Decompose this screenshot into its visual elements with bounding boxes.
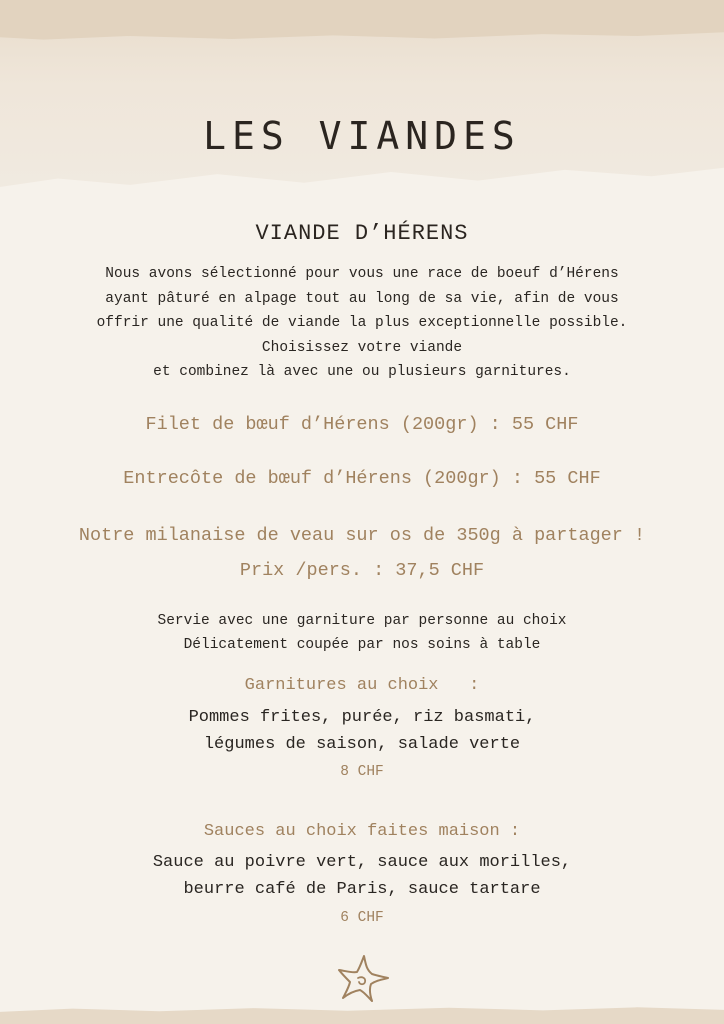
sauces-title: Sauces au choix faites maison : (203, 822, 521, 841)
note-line: Servie avec une garniture par personne au choix (157, 613, 567, 629)
menu-item-filet: Filet de bœuf d’Hérens (200gr) : 55 CHF (145, 414, 579, 435)
sauce-line: beurre café de Paris, sauce tartare (183, 880, 541, 899)
intro-line: offrir une qualité de viande la plus exceptionnelle possible. (96, 315, 628, 331)
garnitures-price: 8 CHF (340, 764, 384, 780)
section-intro (0, 262, 724, 385)
menu-item-entrecote: Entrecôte de bœuf d’Hérens (200gr) : 55 CHF (123, 468, 601, 489)
milanaise-price: Prix /pers. : 37,5 CHF (239, 560, 485, 581)
sauces-price: 6 CHF (340, 910, 384, 926)
note-line: Délicatement coupée par nos soins à table (183, 636, 541, 653)
menu-item-milanaise: Notre milanaise de veau sur os de 350g à partager ! (78, 525, 646, 546)
milanaise-note (0, 610, 724, 657)
page-title: LES VIANDES (203, 114, 521, 158)
garniture-line: Pommes frites, purée, riz basmati, (188, 708, 536, 727)
sauce-line: Sauce au poivre vert, sauce aux morilles, (152, 853, 572, 872)
intro-line: Choisissez votre viande (261, 339, 463, 356)
intro-line: et combinez là avec une ou plusieurs garnitures. (153, 364, 571, 380)
garniture-line: légumes de saison, salade verte (203, 735, 521, 754)
sauces-list (0, 849, 724, 903)
garnitures-list (0, 704, 724, 758)
intro-line: Nous avons sélectionné pour vous une race de boeuf d’Hérens (105, 266, 619, 282)
garnitures-title: Garnitures au choix : (244, 676, 480, 695)
star-swirl-icon (336, 952, 392, 1004)
intro-line: ayant pâturé en alpage tout au long de sa vie, afin de vous (105, 290, 619, 307)
section-heading: VIANDE D’HÉRENS (255, 221, 469, 246)
